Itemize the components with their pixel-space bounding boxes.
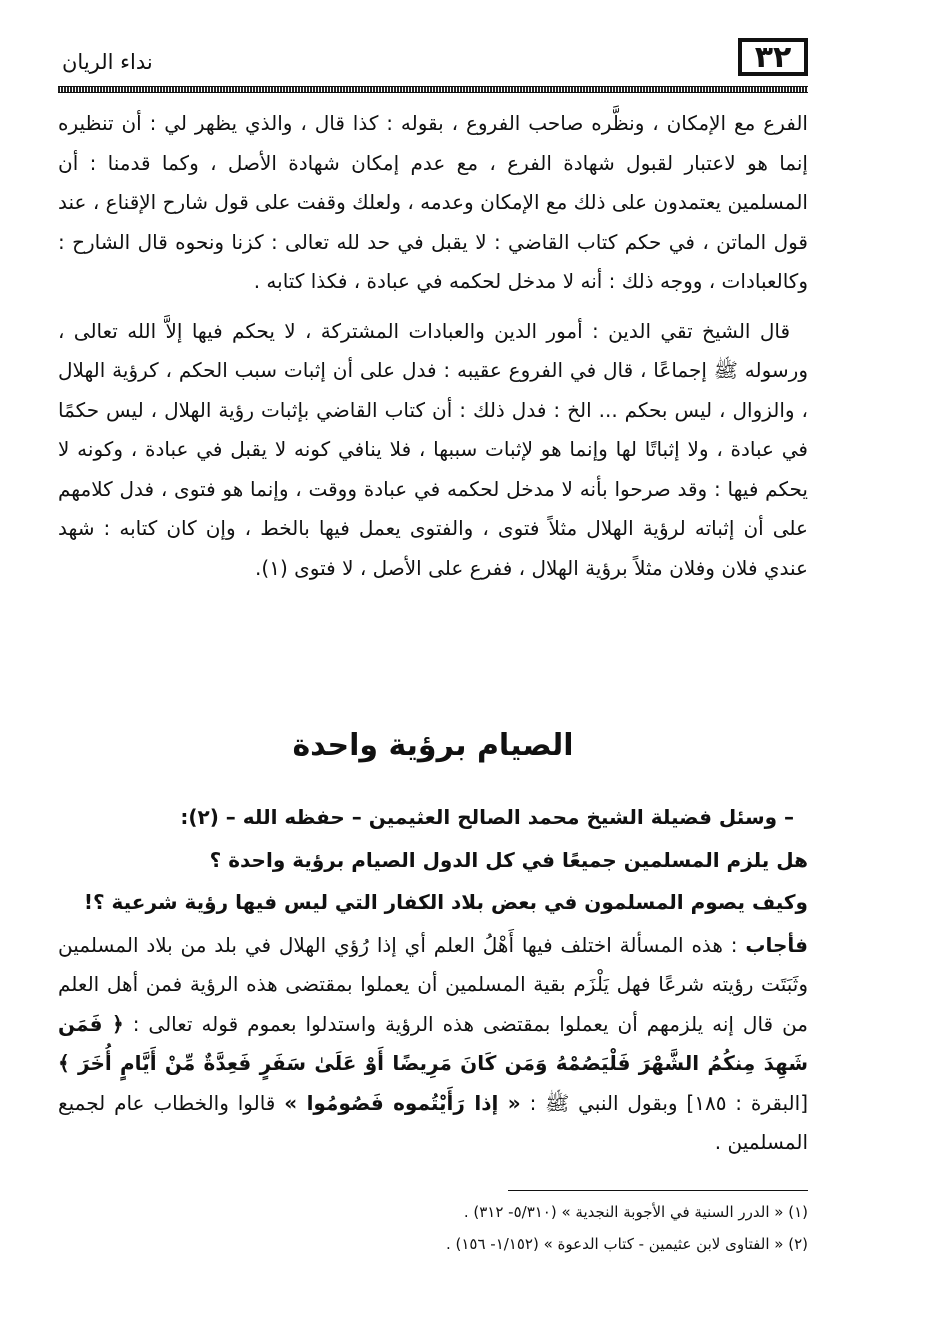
quran-reference: [البقرة : ١٨٥]: [686, 1090, 809, 1115]
answer-end: قالوا والخطاب عام لجميع المسلمين .: [58, 1090, 808, 1154]
footnote-text: « الدرر السنية في الأجوبة النجدية » (٥/٣١٠- ٣١٢) .: [463, 1203, 784, 1221]
footnote: [58, 1228, 808, 1260]
question-2: وكيف يصوم المسلمون في بعض بلاد الكفار التي ليس فيها رؤية شرعية ؟!: [83, 890, 808, 914]
answer-intro: : هذه المسألة اختلف فيها أَهْلُ العلم أي إذا رُؤي الهلال في بلد من بلاد المسلمين وثَبَتَت رؤيته شرعًا فهل يَلْزَم بقية المسلمين أن يعملوا بمقتضى هذه الرؤية فمن أهل العلم من قال إنه يلزمهم أن يعملوا بمقتضى هذه الرؤية واستدلوا بعموم قوله تعالى :: [58, 932, 809, 1036]
quran-verse: ﴿ فَمَن شَهِدَ مِنكُمُ الشَّهْرَ فَلْيَصُمْهُ وَمَن كَانَ مَرِيضًا أَوْ عَلَىٰ سَفَرٍ فَعِدَّةٌ مِّنْ أَيَّامٍ أُخَرَ ﴾: [58, 1011, 808, 1075]
body-text: [58, 104, 808, 598]
running-title: نداء الريان: [62, 50, 153, 74]
question-answer: [58, 798, 808, 1166]
footnote: [58, 1196, 808, 1228]
footnote-separator: [508, 1190, 808, 1191]
page-number: ٣٢: [738, 38, 808, 76]
hadith: « إذا رَأَيْتُموه فَصُومُوا »: [284, 1090, 521, 1115]
asked-line: – وسئل فضيلة الشيخ محمد الصالح العثيمين – حفظه الله – (٢):: [180, 805, 794, 829]
paragraph: قال الشيخ تقي الدين : أمور الدين والعبادات المشتركة ، لا يحكم فيها إلاَّ الله تعالى ، ورسوله ﷺ إجماعًا ، قال في الفروع عقيبه : فدل على أن إثبات سبب الحكم ، كرؤية الهلال ، والزوال ، ليس بحكم ... الخ : فدل ذلك : أن كتاب القاضي بإثبات رؤية الهلال ، ليس حكمًا في عبادة ، ولا إثباتًا لها وإنما هو لإثبات سببها ، فلا ينافي كونه لا يقبل في عبادة ، وكونه لا يحكم فيها : وقد صرحوا بأنه لا مدخل لحكمه في عبادة ووقت ، وإنما هو فتوى ، فدل كلامهم على أن إثباته لرؤية الهلال مثلاً فتوى ، والفتوى يعمل فيها بالخط ، وإن كان كتابه : شهد عندي فلان وفلان مثلاً برؤية الهلال ، ففرع على الأصل ، لا فتوى (١).: [58, 318, 808, 580]
answer: [58, 926, 808, 1163]
question-1: هل يلزم المسلمين جميعًا في كل الدول الصيام برؤية واحدة ؟: [209, 847, 808, 872]
answer-continued: وبقول النبي ﷺ :: [529, 1090, 678, 1115]
footnote-text: « الفتاوى لابن عثيمين - كتاب الدعوة » (١/١٥٢- ١٥٦) .: [445, 1235, 784, 1253]
paragraph: الفرع مع الإمكان ، ونظَّره صاحب الفروع ، بقوله : كذا قال ، والذي يظهر لي : أن تنظيره إنما هو لاعتبار لقبول شهادة الفرع ، مع عدم إمكان شهادة الأصل ، وكما قدمنا : أن المسلمين يعتمدون على ذلك مع الإمكان وعدمه ، ولعلك وقفت على قول شارح الإقناع ، عند قول الماتن ، في حكم كتاب القاضي : لا يقبل في حد لله تعالى : كزنا ونحوه قال الشارح : وكالعبادات ، ووجه ذلك : أنه لا مدخل لحكمه في عبادة ، فكذا كتابه .: [58, 111, 808, 293]
page-header: [58, 38, 808, 84]
footnote-marker: (١): [788, 1203, 808, 1221]
header-rule: [58, 86, 808, 93]
footnote-marker: (٢): [788, 1235, 808, 1253]
answer-label: فأجاب: [745, 932, 808, 957]
footnotes: [58, 1196, 808, 1260]
section-title: الصيام برؤية واحدة: [292, 728, 574, 763]
